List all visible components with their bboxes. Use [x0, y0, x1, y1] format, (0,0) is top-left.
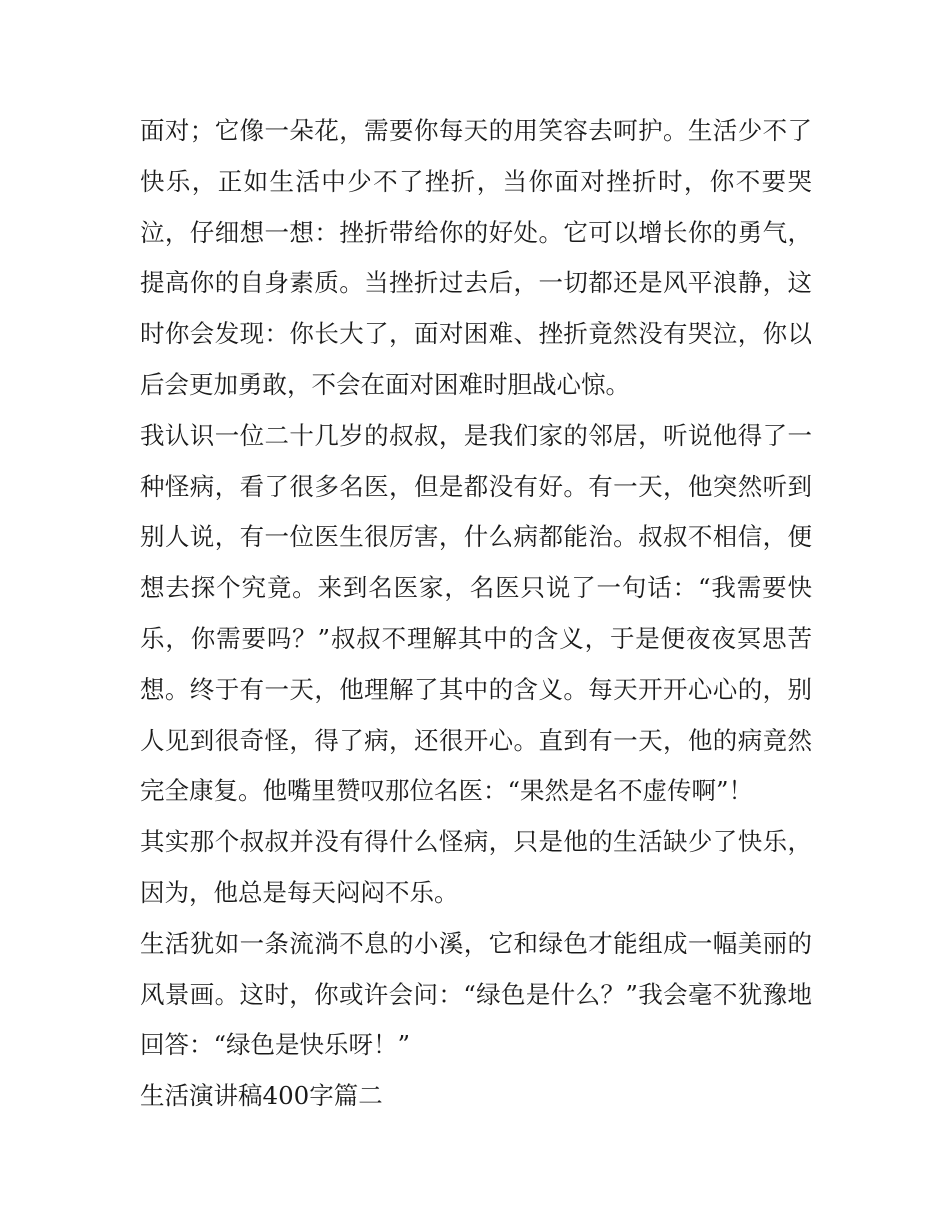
- text-line: 泣，仔细想一想：挫折带给你的好处。它可以增长你的勇气，: [140, 217, 812, 247]
- text-line: 时你会发现：你长大了，面对困难、挫折竟然没有哭泣，你以: [140, 319, 812, 349]
- text-line: 完全康复。他嘴里赞叹那位名医：“果然是名不虚传啊”！: [140, 776, 754, 806]
- text-line: 别人说，有一位医生很厉害，什么病都能治。叔叔不相信，便: [140, 522, 812, 552]
- text-line: 面对；它像一朵花，需要你每天的用笑容去呵护。生活少不了: [140, 116, 812, 145]
- text-line: 其实那个叔叔并没有得什么怪病，只是他的生活缺少了快乐，: [140, 827, 812, 857]
- text-line: 乐，你需要吗？”叔叔不理解其中的含义，于是便夜夜冥思苦: [140, 623, 812, 653]
- text-line: 想去探个究竟。来到名医家，名医只说了一句话：“我需要快: [140, 573, 812, 603]
- section-heading: 生活演讲稿400字篇二: [140, 1081, 383, 1111]
- text-line: 因为，他总是每天闷闷不乐。: [140, 877, 459, 907]
- text-line: 回答：“绿色是快乐呀！”: [140, 1030, 411, 1060]
- text-line: 后会更加勇敢，不会在面对困难时胆战心惊。: [140, 369, 630, 399]
- text-line: 我认识一位二十几岁的叔叔，是我们家的邻居，听说他得了一: [140, 420, 812, 450]
- text-line: 生活犹如一条流淌不息的小溪，它和绿色才能组成一幅美丽的: [140, 928, 812, 958]
- text-line: 想。终于有一天，他理解了其中的含义。每天开开心心的，别: [140, 674, 812, 704]
- text-line: 风景画。这时，你或许会问：“绿色是什么？”我会毫不犹豫地: [140, 979, 812, 1009]
- text-line: 人见到很奇怪，得了病，还很开心。直到有一天，他的病竟然: [140, 725, 812, 755]
- document-body: [140, 106, 820, 1122]
- text-line: 种怪病，看了很多名医，但是都没有好。有一天，他突然听到: [140, 471, 812, 501]
- text-line: 提高你的自身素质。当挫折过去后，一切都还是风平浪静，这: [140, 268, 812, 298]
- text-line: 快乐，正如生活中少不了挫折，当你面对挫折时，你不要哭: [140, 166, 812, 196]
